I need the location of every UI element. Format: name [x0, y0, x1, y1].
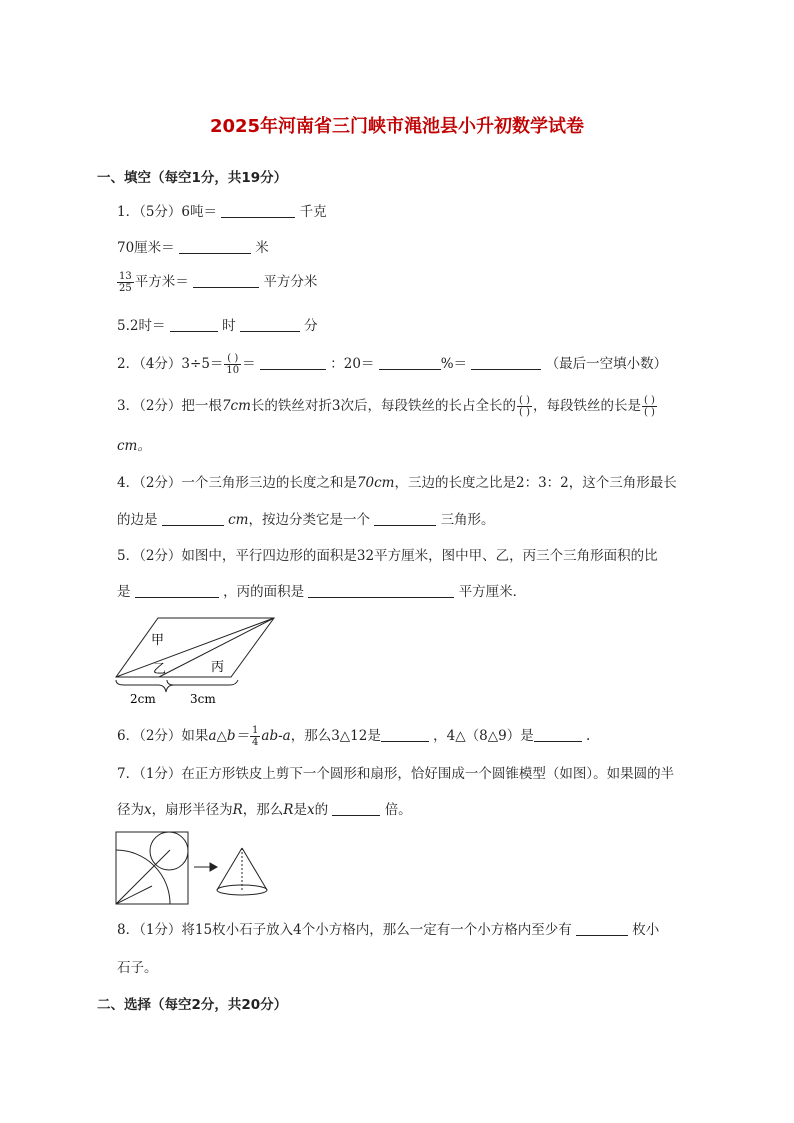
- question-3-line-2: cm。: [117, 438, 151, 454]
- answer-blank[interactable]: [240, 316, 300, 332]
- question-7-line-1: 7．（1分）在正方形铁皮上剪下一个圆形和扇形，恰好围成一个圆锥模型（如图）。如果圆的半: [117, 766, 675, 782]
- question-5-line-1: 5．（2分）如图中，平行四边形的面积是32平方厘米，图中甲、乙，丙三个三角形面积的比: [117, 548, 658, 564]
- answer-blank[interactable]: [576, 920, 628, 936]
- fraction-blank[interactable]: $\frac{( )}{( )}$: [643, 395, 655, 418]
- fraction: $\frac{( )}{10}$: [226, 353, 240, 376]
- question-2: 2．（4分）3÷5＝ $\frac{( )}{10}$ ＝ ：20＝ %＝ （最后一空填小数）: [117, 353, 668, 376]
- answer-blank[interactable]: [374, 510, 436, 526]
- fraction-blank[interactable]: $\frac{( )}{( )}$: [518, 395, 530, 418]
- answer-blank[interactable]: [162, 510, 224, 526]
- question-1-line-4: 5.2时＝ 时 分: [117, 318, 318, 334]
- answer-blank[interactable]: [179, 238, 251, 254]
- answer-blank[interactable]: [471, 354, 541, 370]
- label-2cm: 2cm: [130, 692, 156, 706]
- answer-blank[interactable]: [135, 582, 219, 598]
- question-1-line-3: $\frac{13}{25}$ 平方米＝ 平方分米: [119, 271, 318, 294]
- fraction: $\frac{1}{4}$: [252, 725, 259, 748]
- answer-blank[interactable]: [193, 272, 259, 288]
- parallelogram-figure: [110, 612, 290, 708]
- answer-blank[interactable]: [221, 202, 295, 218]
- cone-figure: [114, 830, 284, 906]
- section-fill-in-heading: 一、填空（每空1分，共19分）: [97, 170, 288, 186]
- answer-blank[interactable]: [332, 800, 380, 816]
- question-6: 6．（2分）如果a△b＝ $\frac{1}{4}$ ab-a，那么3△12是 ，4△（8△9）是 .: [117, 725, 591, 748]
- label-3cm: 3cm: [190, 692, 216, 706]
- answer-blank[interactable]: [379, 354, 441, 370]
- answer-blank[interactable]: [170, 316, 218, 332]
- answer-blank[interactable]: [260, 354, 326, 370]
- question-1-line-1: 1．（5分）6吨＝ 千克: [117, 204, 327, 220]
- label-jia: 甲: [151, 633, 165, 648]
- section-choice-heading: 二、选择（每空2分，共20分）: [97, 997, 288, 1013]
- label-yi: 乙: [153, 662, 167, 677]
- label-bing: 丙: [211, 660, 225, 675]
- fraction: $\frac{13}{25}$: [119, 271, 132, 294]
- question-7-line-2: 径为x，扇形半径为R，那么R是x的 倍。: [117, 802, 412, 818]
- question-4-line-2: 的边是 cm，按边分类它是一个 三角形。: [117, 512, 495, 528]
- answer-blank[interactable]: [534, 726, 582, 742]
- question-8-line-1: 8．（1分）将15枚小石子放入4个小方格内，那么一定有一个小方格内至少有 枚小: [117, 922, 660, 938]
- question-3-line-1: 3．（2分）把一根7cm长的铁丝对折3次后，每段铁丝的长占全长的 $\frac{( )}{( )}$ ，每段铁丝的长是 $\frac{( )}{( )}$: [117, 395, 655, 418]
- answer-blank[interactable]: [308, 582, 454, 598]
- question-4-line-1: 4．（2分）一个三角形三边的长度之和是70cm，三边的长度之比是2：3：2，这个三角形最长: [117, 475, 677, 491]
- question-1-line-2: 70厘米＝ 米: [117, 240, 269, 256]
- page-title: 2025年河南省三门峡市渑池县小升初数学试卷: [209, 116, 585, 137]
- question-8-line-2: 石子。: [117, 960, 158, 976]
- question-5-line-2: 是 ，丙的面积是 平方厘米．: [117, 584, 527, 600]
- answer-blank[interactable]: [381, 726, 429, 742]
